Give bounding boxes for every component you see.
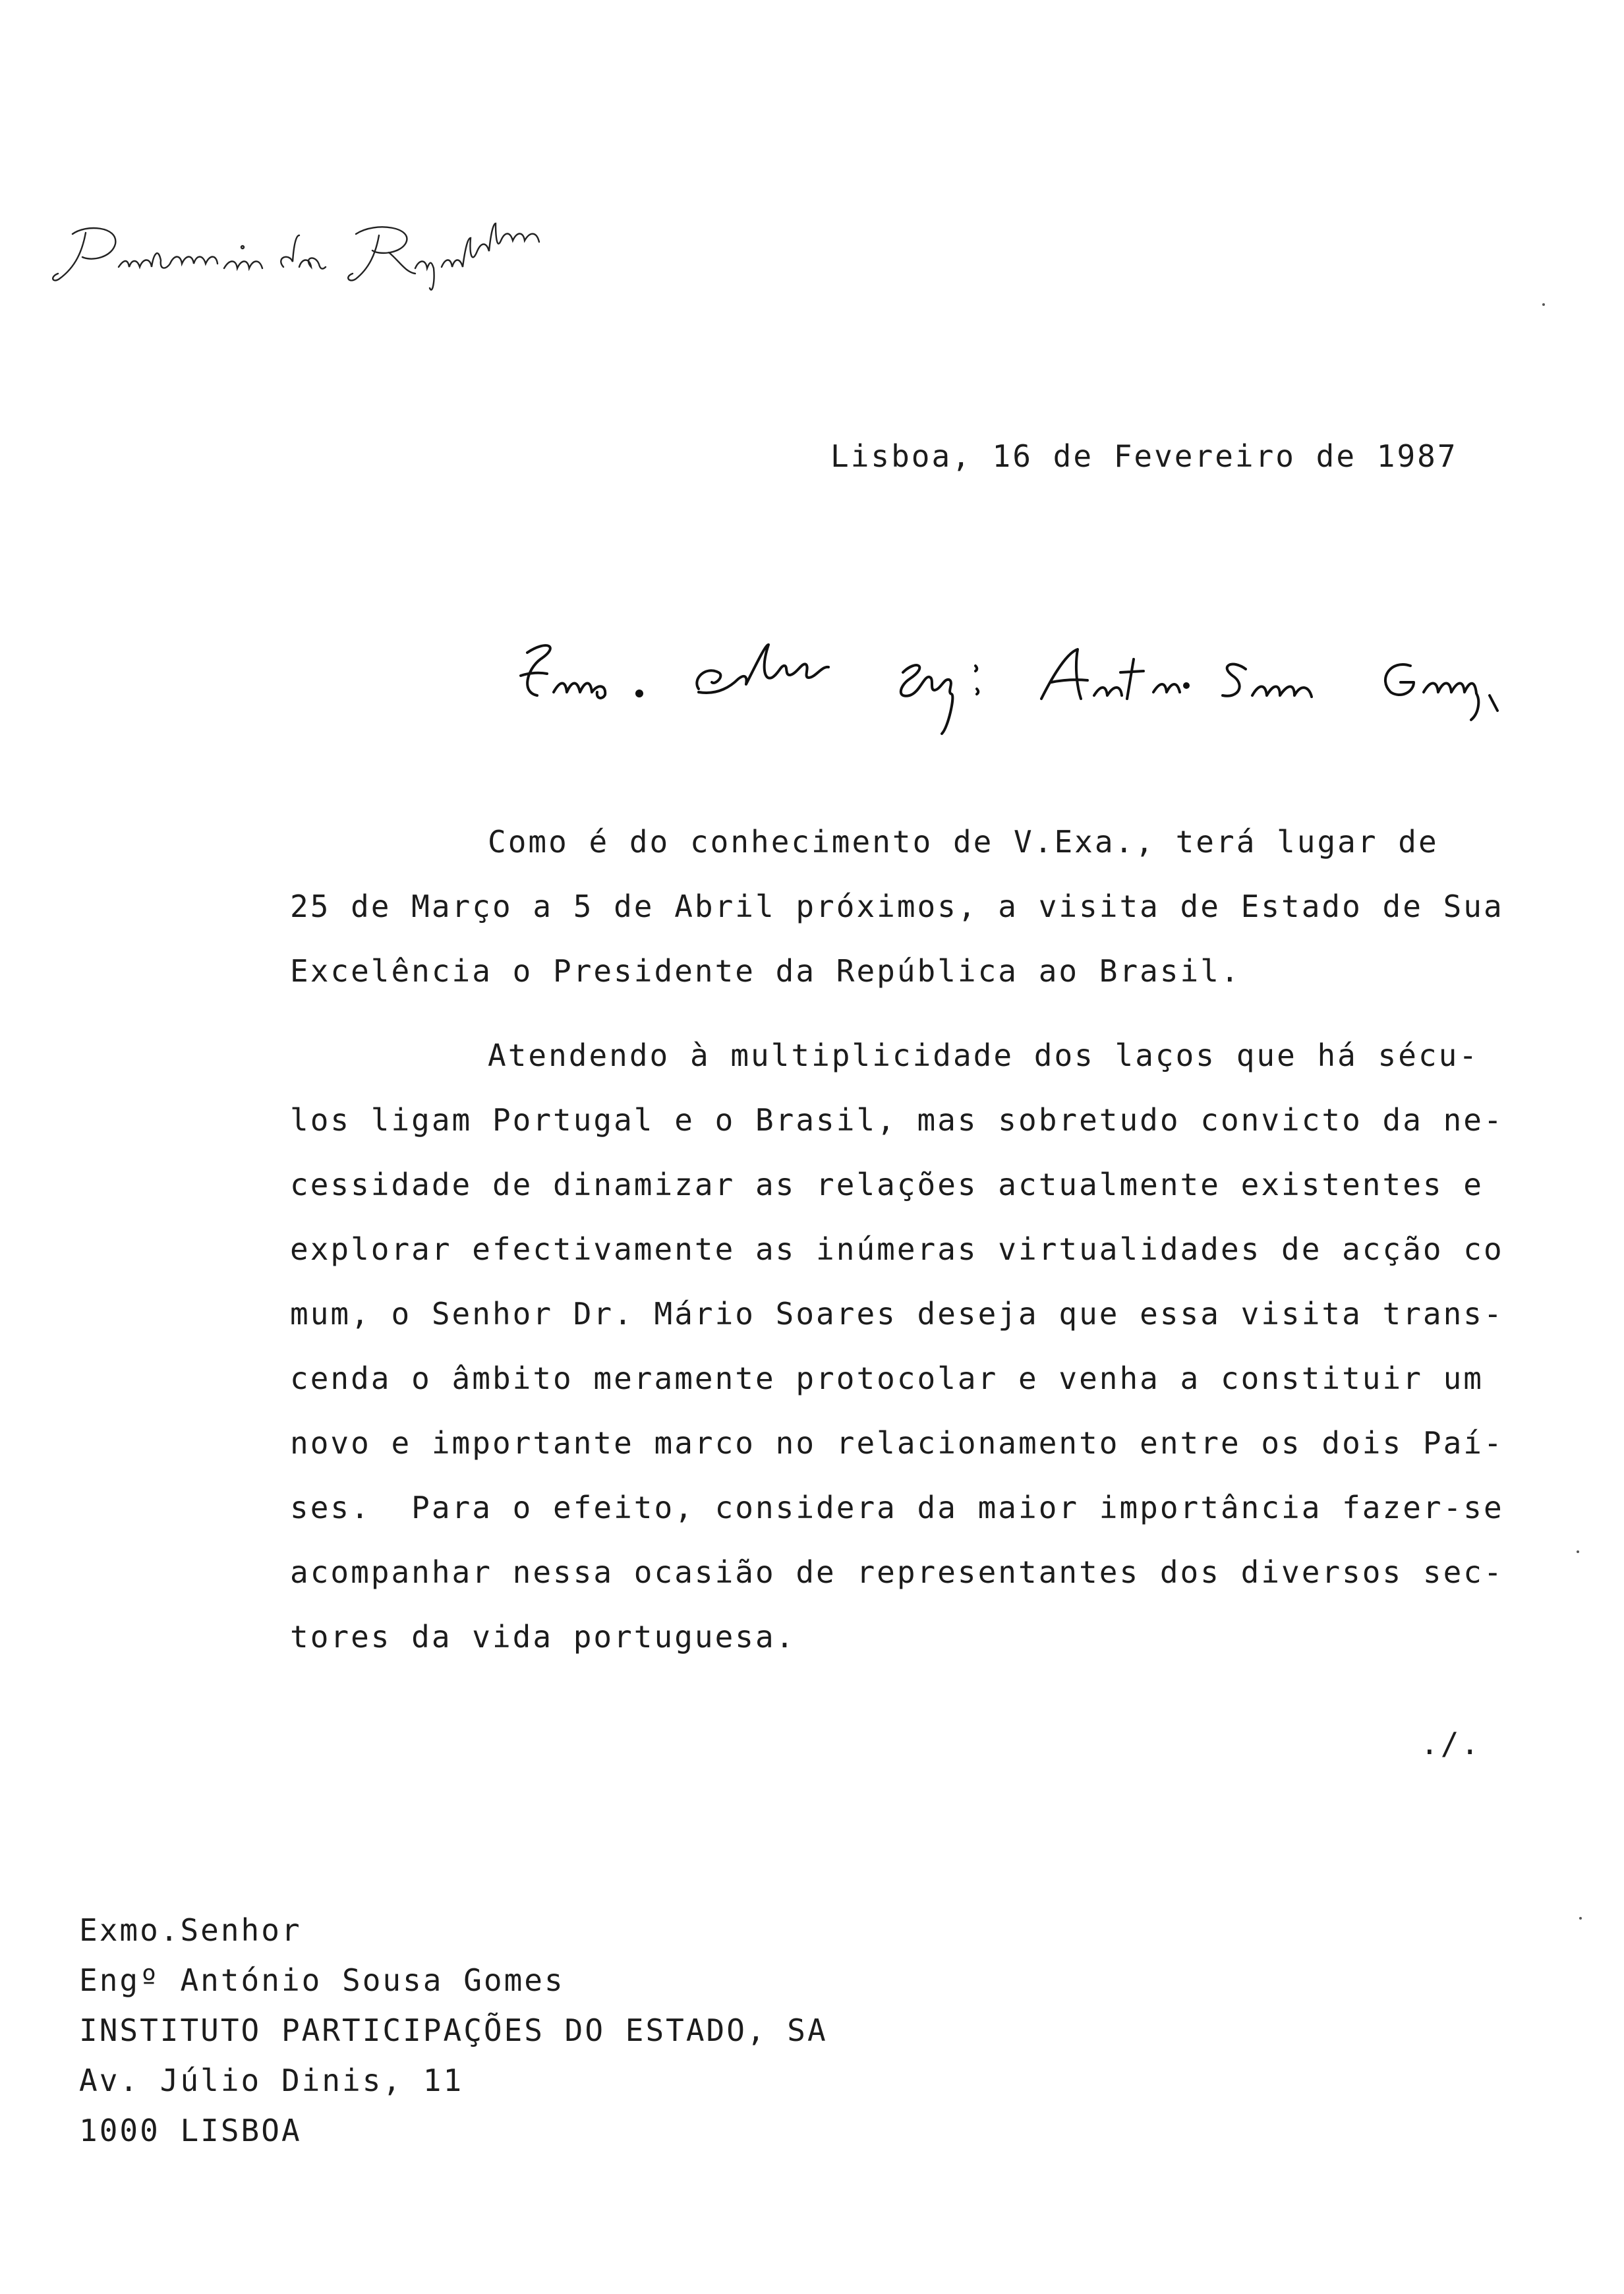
scan-speck [1577,1550,1579,1553]
address-line: Av. Júlio Dinis, 11 [79,2063,464,2098]
letter-date: Lisboa, 16 de Fevereiro de 1987 [830,438,1458,474]
body-line: tores da vida portuguesa. [290,1619,796,1655]
letterhead-logo [46,221,639,293]
body-line: Atendendo à multiplicidade dos laços que há sécu- [488,1038,1480,1073]
body-line: los ligam Portugal e o Brasil, mas sobretudo convicto da ne- [290,1102,1504,1138]
body-line: Excelência o Presidente da República ao Brasil. [290,953,1241,989]
body-line: 25 de Março a 5 de Abril próximos, a visita de Estado de Sua [290,889,1504,924]
body-line: mum, o Senhor Dr. Mário Soares deseja que essa visita trans- [290,1296,1504,1332]
scan-speck [1579,1917,1582,1920]
body-line: explorar efectivamente as inúmeras virtualidades de acção co [290,1231,1504,1267]
body-line: ses. Para o efeito, considera da maior importância fazer-se [290,1490,1504,1525]
body-line: cenda o âmbito meramente protocolar e venha a constituir um [290,1361,1484,1396]
address-line: Exmo.Senhor [79,1912,302,1948]
letter-body [290,809,1504,1669]
address-line: Engº António Sousa Gomes [79,1962,565,1998]
body-line: Como é do conhecimento de V.Exa., terá lugar de [488,824,1439,860]
body-line: cessidade de dinamizar as relações actualmente existentes e [290,1167,1484,1202]
recipient-address [79,1905,828,2156]
scan-speck [1542,303,1545,306]
continuation-mark: ./. [1420,1726,1482,1761]
address-line: INSTITUTO PARTICIPAÇÕES DO ESTADO, SA [79,2013,828,2048]
handwritten-salutation [501,633,1595,745]
body-line: acompanhar nessa ocasião de representantes dos diversos sec- [290,1554,1504,1590]
address-line: 1000 LISBOA [79,2113,302,2148]
body-line: novo e importante marco no relacionamento entre os dois Paí- [290,1425,1504,1461]
